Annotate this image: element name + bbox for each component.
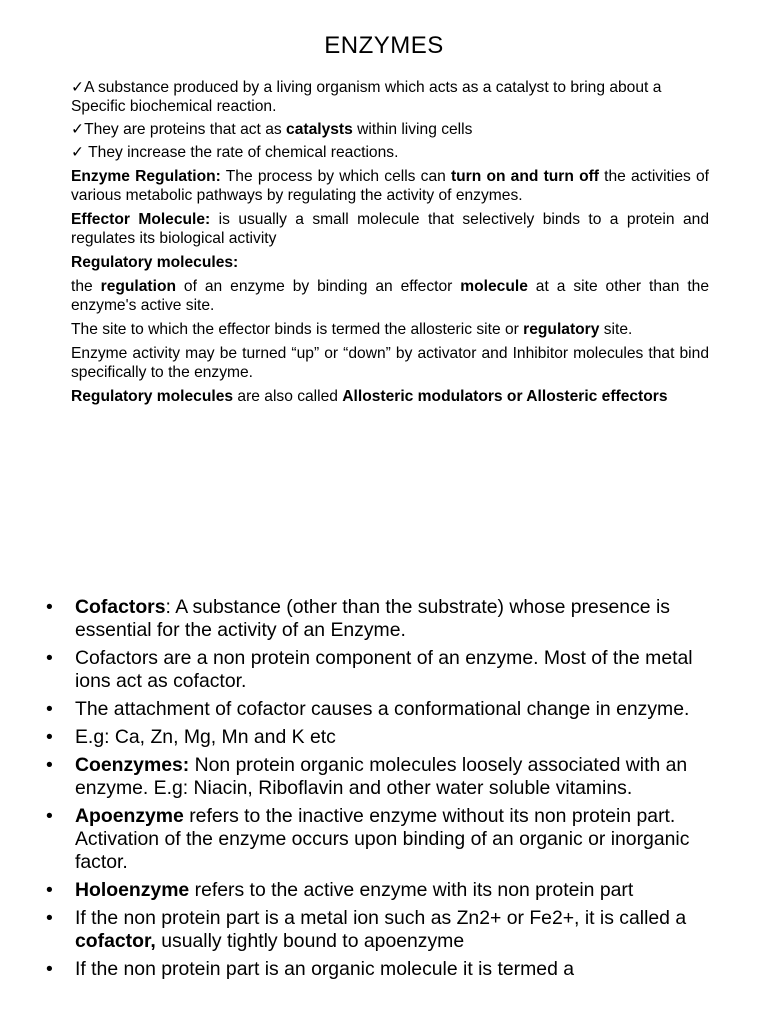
bullet-metal-examples: • E.g: Ca, Zn, Mg, Mn and K etc [46,726,726,749]
bullet-cofactor-component: • Cofactors are a non protein component of an enzyme. Most of the metal ions act as cofactor. [46,647,726,693]
slide-title: ENZYMES [324,32,444,59]
bullet-organic-molecule: • If the non protein part is an organic molecule it is termed a [46,958,726,981]
effector-molecule-label: Effector Molecule: [71,211,211,228]
bullet-conformational-change: • The attachment of cofactor causes a conformational change in enzyme. [46,698,726,721]
bullet-coenzymes: • Coenzymes: Non protein organic molecules loosely associated with an enzyme. E.g: Niacin, Riboflavin and other water soluble vitamins. [46,754,726,800]
bullet-apoenzyme: • Apoenzyme refers to the inactive enzyme without its non protein part. Activation of the enzyme occurs upon binding of an organic or inorganic factor. [46,805,726,874]
slide-cofactors [0,560,768,1024]
cofactor-bullet-list [46,596,726,986]
check-item-rate: ✓ They increase the rate of chemical reactions. [71,144,399,161]
slide-body [71,78,709,411]
enzyme-regulation-paragraph: Enzyme Regulation: The process by which cells can turn on and turn off the activities of various metabolic pathways by regulating the activity of enzymes. [71,168,709,204]
allosteric-modulators-paragraph: Regulatory molecules are also called Allosteric modulators or Allosteric effectors [71,388,668,405]
allosteric-site-paragraph: The site to which the effector binds is termed the allosteric site or regulatory site. [71,321,633,338]
bullet-metal-ion-cofactor: • If the non protein part is a metal ion such as Zn2+ or Fe2+, it is called a cofactor, usually tightly bound to apoenzyme [46,907,726,953]
bullet-holoenzyme: • Holoenzyme refers to the active enzyme with its non protein part [46,879,726,902]
check-item-catalyst: ✓A substance produced by a living organism which acts as a catalyst to bring about a Specific biochemical reaction. [71,79,662,115]
enzyme-regulation-label: Enzyme Regulation: [71,168,221,185]
enzyme-activity-paragraph: Enzyme activity may be turned “up” or “down” by activator and Inhibitor molecules that bind specifically to the enzyme. [71,345,709,381]
regulatory-molecules-heading: Regulatory molecules: [71,254,239,271]
bullet-cofactors-definition: • Cofactors: A substance (other than the substrate) whose presence is essential for the activity of an Enzyme. [46,596,726,642]
regulatory-definition: the regulation of an enzyme by binding an effector molecule at a site other than the enzyme's active site. [71,278,709,314]
effector-molecule-paragraph: Effector Molecule: is usually a small molecule that selectively binds to a protein and regulates its biological activity [71,211,709,247]
check-item-proteins: ✓They are proteins that act as catalysts within living cells [71,121,473,138]
